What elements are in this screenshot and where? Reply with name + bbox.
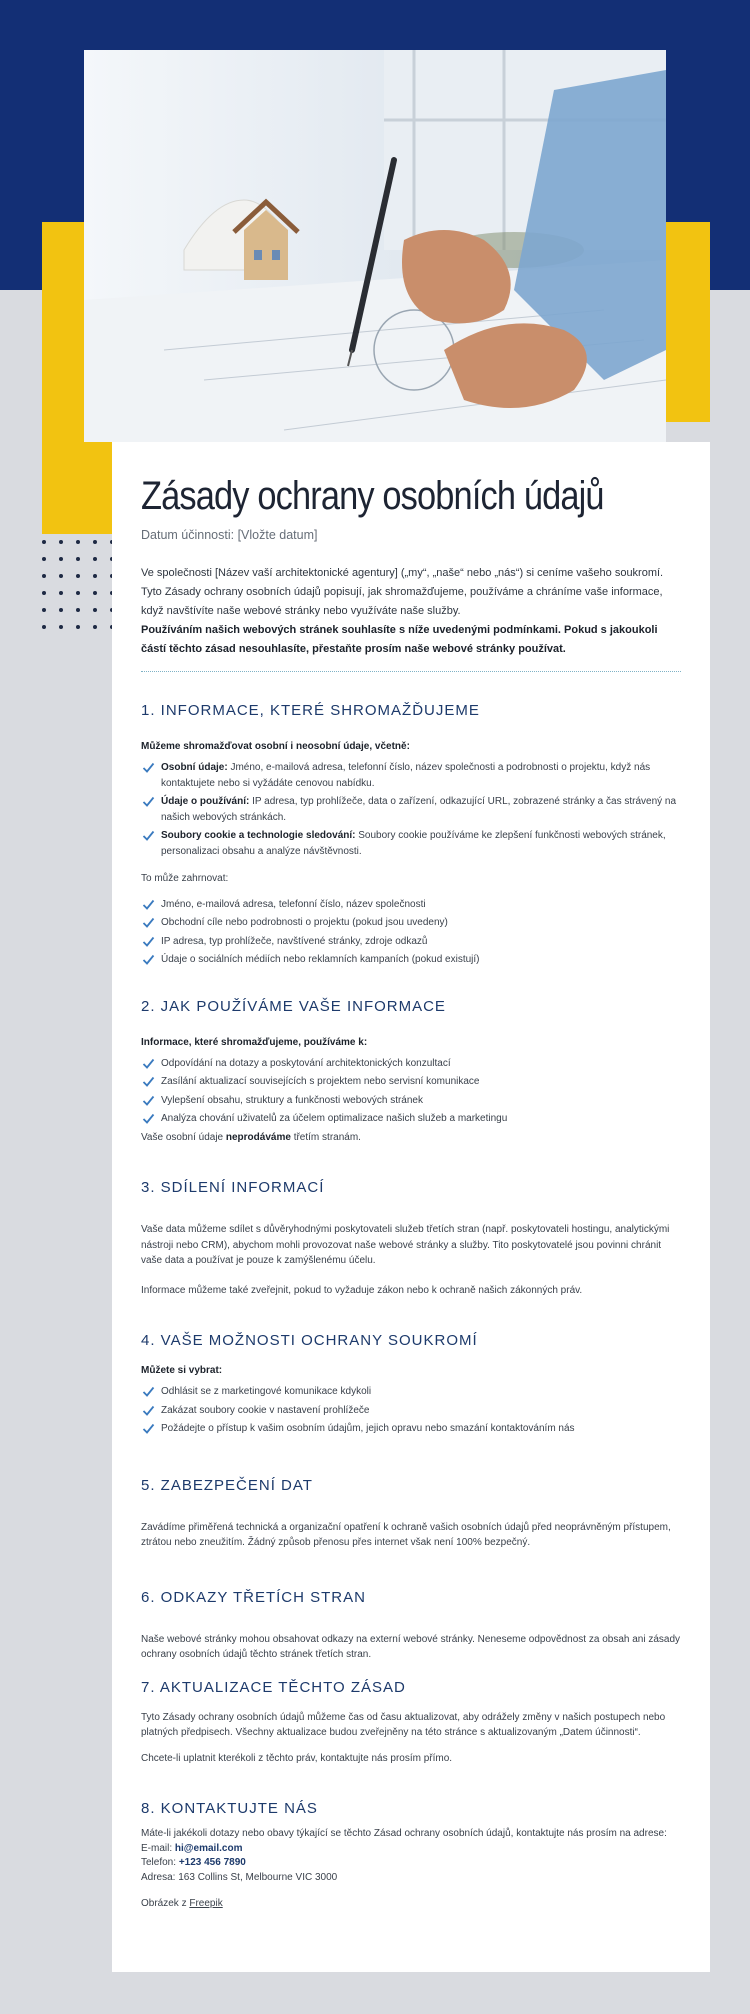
section-lead: Můžete si vybrat: xyxy=(141,1365,223,1376)
hero-image xyxy=(84,50,666,442)
decor-dot xyxy=(42,625,46,629)
paragraph: Tyto Zásady ochrany osobních údajů můžeme čas od času aktualizovat, aby odrážely změny v našich postupech nebo platných předpisech. Všechny aktualizace budou zveřejněny na této stránce s aktualizovaným „Datem účinnosti“. xyxy=(141,1711,666,1738)
item-text: IP adresa, typ prohlížeče, navštívené stránky, zdroje odkazů xyxy=(161,935,428,947)
check-icon xyxy=(142,1057,155,1070)
check-icon xyxy=(142,1094,155,1107)
decor-dot xyxy=(42,574,46,578)
decor-dot xyxy=(59,557,63,561)
list-item xyxy=(141,1056,681,1072)
check-icon xyxy=(142,1385,155,1398)
item-text: Odhlásit se z marketingové komunikace kdykoli xyxy=(161,1386,372,1397)
section-divider xyxy=(141,671,681,672)
list-item xyxy=(141,828,681,859)
check-icon xyxy=(142,953,155,966)
section-privacy-options xyxy=(141,1332,681,1437)
item-text: Analýza chování uživatelů za účelem optimalizace našich služeb a marketingu xyxy=(161,1113,508,1124)
contact-phone xyxy=(141,1856,681,1871)
item-text: Údaje o sociálních médiích nebo reklamních kampaních (pokud existují) xyxy=(161,954,480,965)
dot-pattern xyxy=(42,540,122,630)
decor-dot xyxy=(76,574,80,578)
item-text: Zasílání aktualizací souvisejících s projektem nebo servisní komunikace xyxy=(161,1076,480,1087)
decor-dot xyxy=(59,540,63,544)
section-contact xyxy=(141,1800,681,1912)
decor-dot xyxy=(93,625,97,629)
list-item xyxy=(141,794,681,825)
check-list xyxy=(141,1056,681,1127)
decor-dot xyxy=(42,608,46,612)
check-icon xyxy=(142,1422,155,1435)
decor-dot xyxy=(59,574,63,578)
check-icon xyxy=(142,916,155,929)
check-icon xyxy=(142,795,155,808)
architect-drawing-illustration xyxy=(84,50,666,442)
section-usage xyxy=(141,998,681,1146)
decor-dot xyxy=(59,608,63,612)
paragraph: Naše webové stránky mohou obsahovat odkazy na externí webové stránky. Neneseme odpovědnost za obsah ani zásady ochrany osobních údajů těchto stránek třetích stran. xyxy=(141,1633,681,1660)
intro-bold-paragraph: Používáním našich webových stránek souhlasíte s níže uvedenými podmínkami. Pokud s jakoukoli částí těchto zásad nesouhlasíte, přestaňte prosím naše webové stránky používat. xyxy=(141,624,658,655)
item-text: Vylepšení obsahu, struktury a funkčnosti webových stránek xyxy=(161,1094,423,1106)
note-bold: neprodáváme xyxy=(225,1131,291,1143)
decor-dot xyxy=(76,608,80,612)
decor-dot xyxy=(76,625,80,629)
check-icon xyxy=(142,935,155,948)
item-text: Soubory cookie používáme ke zlepšení funkčnosti webových stránek, personalizaci obsahu a analýze návštěvnosti. xyxy=(161,830,666,857)
item-text: Jméno, e-mailová adresa, telefonní číslo, název společnosti a podrobnosti o projektu, když nás kontaktujete nebo si vyžádáte cenovou nabídku. xyxy=(161,762,651,789)
section-heading: 6. ODKAZY TŘETÍCH STRAN xyxy=(141,1588,366,1606)
paragraph: Zavádíme přiměřená technická a organizační opatření k ochraně vašich osobních údajů před neoprávněným přístupem, ztrátou nebo zneužitím. Žádný způsob přenosu přes internet však není 100% bezpečný. xyxy=(141,1521,671,1548)
check-list xyxy=(141,760,681,859)
item-label: Údaje o používání: xyxy=(161,796,250,807)
decor-dot xyxy=(59,625,63,629)
check-list xyxy=(141,897,681,968)
section-heading: 5. ZABEZPEČENÍ DAT xyxy=(141,1476,313,1494)
section-collected-info xyxy=(141,702,681,968)
paragraph: Chcete-li uplatnit kterékoli z těchto práv, kontaktujte nás prosím přímo. xyxy=(141,1752,453,1764)
policy-card xyxy=(112,442,710,1972)
decor-dot xyxy=(76,540,80,544)
decor-dot xyxy=(93,591,97,595)
page-title: Zásady ochrany osobních údajů xyxy=(141,474,604,518)
paragraph: Informace můžeme také zveřejnit, pokud to vyžaduje zákon nebo k ochraně našich zákonných práv. xyxy=(141,1284,583,1296)
section-policy-updates xyxy=(141,1679,681,1767)
section-lead: Informace, které shromažďujeme, používáme k: xyxy=(141,1036,368,1048)
no-sale-note xyxy=(141,1130,681,1146)
list-item xyxy=(141,915,681,931)
check-icon xyxy=(142,898,155,911)
freepik-link[interactable]: Freepik xyxy=(189,1898,223,1909)
section-sharing xyxy=(141,1179,681,1298)
check-icon xyxy=(142,1075,155,1088)
image-credit xyxy=(141,1897,681,1912)
section-heading: 3. SDÍLENÍ INFORMACÍ xyxy=(141,1179,325,1196)
decor-dot xyxy=(42,557,46,561)
item-label: Osobní údaje: xyxy=(161,762,228,773)
list-item xyxy=(141,952,681,968)
intro-paragraph: Ve společnosti [Název vaší architektonické agentury] („my“, „naše“ nebo „nás“) si ceníme vašeho soukromí. Tyto Zásady ochrany osobních údajů popisují, jak shromažďujeme, používáme a chráníme vaše informace, když navštívíte naše webové stránky nebo využíváte naše služby. xyxy=(141,567,664,617)
check-icon xyxy=(142,1404,155,1417)
decor-dot xyxy=(42,540,46,544)
check-icon xyxy=(142,761,155,774)
intro-text xyxy=(141,564,681,659)
paragraph: Vaše data můžeme sdílet s důvěryhodnými poskytovateli služeb třetích stran (např. poskytovateli hostingu, analytickými nástroji nebo CRM), abychom mohli provozovat naše webové stránky a služby. Tito poskytovatelé jsou povinni chránit vaše data a používat je pouze k zamýšlenému účelu. xyxy=(141,1224,670,1266)
section-third-party-links xyxy=(141,1589,681,1663)
item-text: Jméno, e-mailová adresa, telefonní číslo, název společnosti xyxy=(161,898,426,910)
decor-dot xyxy=(76,591,80,595)
note-text: Vaše osobní údaje xyxy=(141,1131,226,1143)
effective-date: Datum účinnosti: [Vložte datum] xyxy=(141,528,318,542)
item-text: Odpovídání na dotazy a poskytování architektonických konzultací xyxy=(161,1057,451,1069)
phone-link[interactable]: +123 456 7890 xyxy=(178,1857,246,1868)
check-list xyxy=(141,1384,681,1437)
item-text: IP adresa, typ prohlížeče, data o zařízení, odkazující URL, zobrazené stránky a čas strávený na našich webových stránkách. xyxy=(161,796,677,823)
phone-label: Telefon: xyxy=(141,1857,179,1868)
section-heading: 7. AKTUALIZACE TĚCHTO ZÁSAD xyxy=(141,1678,406,1696)
decor-dot xyxy=(93,540,97,544)
email-link[interactable]: hi@email.com xyxy=(174,1842,243,1854)
list-item xyxy=(141,1421,681,1437)
section-data-security xyxy=(141,1477,681,1551)
section-heading: 4. VAŠE MOŽNOSTI OCHRANY SOUKROMÍ xyxy=(141,1332,478,1349)
contact-address: Adresa: 163 Collins St, Melbourne VIC 3000 xyxy=(141,1871,338,1883)
list-item xyxy=(141,1093,681,1109)
list-item xyxy=(141,934,681,950)
list-item xyxy=(141,1111,681,1127)
item-text: Požádejte o přístup k vašim osobním údajům, jejich opravu nebo smazání kontaktováním nás xyxy=(161,1423,575,1434)
list-item xyxy=(141,897,681,913)
note-text: třetím stranám. xyxy=(290,1131,361,1143)
contact-email xyxy=(141,1842,681,1857)
email-label: E-mail: xyxy=(141,1842,175,1854)
decor-dot xyxy=(93,608,97,612)
list-item xyxy=(141,1074,681,1090)
item-text: Zakázat soubory cookie v nastavení prohlížeče xyxy=(161,1404,370,1416)
section-heading: 1. INFORMACE, KTERÉ SHROMAŽĎUJEME xyxy=(141,702,480,719)
decor-dot xyxy=(93,574,97,578)
section-heading: 8. KONTAKTUJTE NÁS xyxy=(141,1800,318,1817)
item-label: Soubory cookie a technologie sledování: xyxy=(161,830,356,841)
item-text: Obchodní cíle nebo podrobnosti o projektu (pokud jsou uvedeny) xyxy=(161,917,448,928)
decor-dot xyxy=(76,557,80,561)
section-lead: Můžeme shromažďovat osobní i neosobní údaje, včetně: xyxy=(141,741,410,752)
list-item xyxy=(141,1403,681,1419)
decor-dot xyxy=(59,591,63,595)
credit-text: Obrázek z xyxy=(141,1898,190,1909)
list-item xyxy=(141,760,681,791)
check-icon xyxy=(142,1112,155,1125)
contact-intro: Máte-li jakékoli dotazy nebo obavy týkající se těchto Zásad ochrany osobních údajů, kontaktujte nás prosím na adrese: xyxy=(141,1828,667,1839)
decor-dot xyxy=(93,557,97,561)
may-include-text: To může zahrnovat: xyxy=(141,873,229,884)
section-heading: 2. JAK POUŽÍVÁME VAŠE INFORMACE xyxy=(141,997,446,1015)
list-item xyxy=(141,1384,681,1400)
decor-dot xyxy=(42,591,46,595)
check-icon xyxy=(142,829,155,842)
